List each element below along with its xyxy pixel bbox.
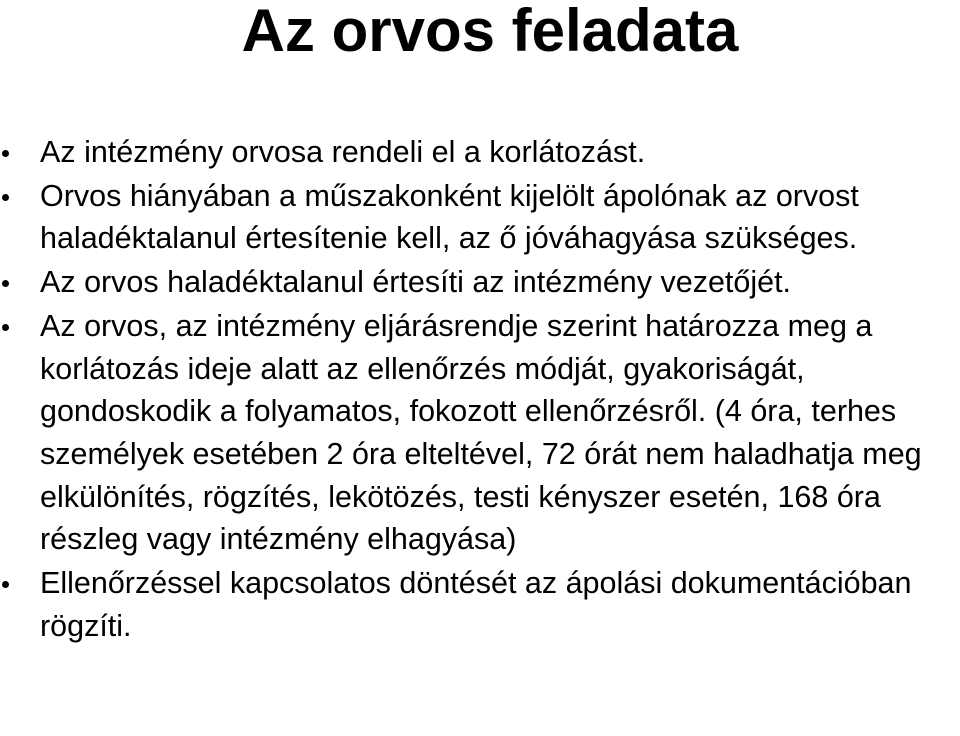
slide-title: Az orvos feladata [241,0,739,64]
bullet-list [0,131,960,648]
bullet-text: Az orvos haladéktalanul értesíti az intézmény vezetőjét. [40,265,792,300]
bullet-dot-icon [2,581,9,588]
bullet-item [0,562,960,647]
bullet-item [0,175,960,260]
bullet-text: Az intézmény orvosa rendeli el a korlátozást. [40,135,646,169]
bullet-dot-icon [2,194,9,201]
bullet-item [0,261,960,304]
bullet-dot-icon [2,280,9,287]
bullet-item [0,305,960,561]
bullet-dot-icon [2,150,9,157]
bullet-text: Ellenőrzéssel kapcsolatos döntését az ápolási dokumentációban rögzíti. [40,566,912,643]
bullet-item [0,131,960,174]
bullet-text: Az orvos, az intézmény eljárásrendje szerint határozza meg a korlátozás ideje alatt az ellenőrzés módját, gyakoriságát, gondoskodik a folyamatos, fokozott ellenőrzésről. (4 óra, terhes személyek esetében 2 óra elteltével, 72 órát nem haladhatja meg elkülönítés, rögzítés, lekötözés, testi kényszer esetén, 168 óra részleg vagy intézmény elhagyása) [40,308,922,557]
bullet-dot-icon [2,324,9,331]
bullet-text: Orvos hiányában a műszakonként kijelölt ápolónak az orvost haladéktalanul értesítenie kell, az ő jóváhagyása szükséges. [40,178,859,256]
